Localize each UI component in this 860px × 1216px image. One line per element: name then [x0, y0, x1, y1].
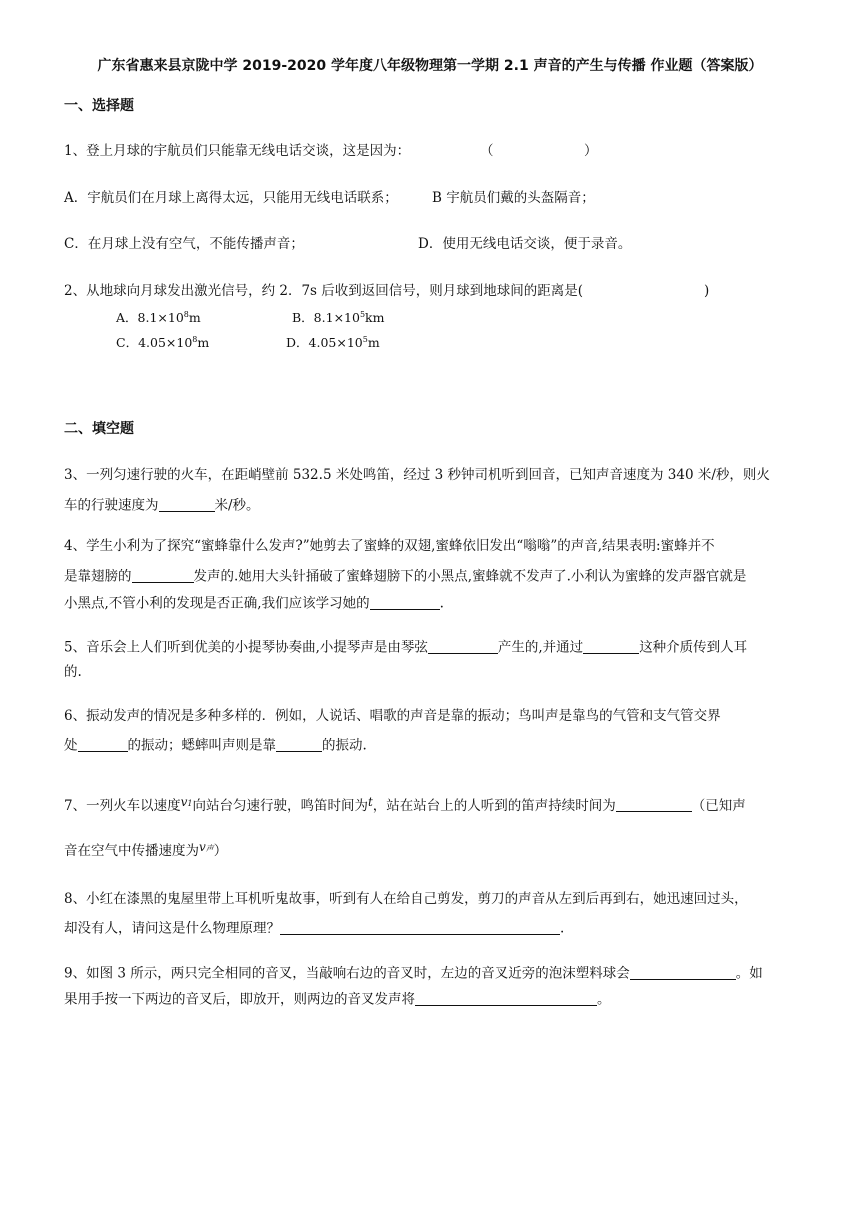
q1-option-c: C．在月球上没有空气，不能传播声音； — [64, 236, 304, 252]
q2-option-d: D．$4.05\times 10^5m$ — [286, 335, 380, 350]
q1-option-b: B 宇航员们戴的头盔隔音； — [432, 190, 595, 206]
q5-answer-blank-2 — [583, 639, 639, 654]
q2-option-c: C．$4.05\times 10^8m$ — [116, 335, 210, 350]
q5-line1: 5、音乐会上人们听到优美的小提琴协奏曲,小提琴声是由琴弦 产生的,并通过 这种介质传到人耳 — [64, 639, 748, 656]
q1-stem: 1、登上月球的宇航员们只能靠无线电话交谈，这是因为： — [64, 143, 411, 159]
q4-answer-blank-1 — [132, 568, 194, 583]
page-title: 广东省惠来县京陇中学 2019-2020 学年度八年级物理第一学期 2.1 声音的产生与传播 作业题（答案版） — [97, 58, 763, 74]
q8-line2: 却没有人，请问这是什么物理原理？ . — [64, 920, 565, 937]
q4-line2: 是靠翅膀的 发声的.她用大头针捅破了蜜蜂翅膀下的小黑点,蜜蜂就不发声了.小利认为蜜蜂的发声器官就是 — [64, 568, 747, 585]
q2-option-b: B．$8.1\times 10^5km$ — [292, 310, 385, 325]
q1-paren-open: （ — [480, 143, 494, 159]
q7-line2: 音在空气中传播速度为v声） — [64, 840, 228, 859]
q3-line1: 3、一列匀速行驶的火车，在距峭壁前 532.5 米处鸣笛，经过 3 秒钟司机听到回音，已知声音速度为 340 米/秒，则火 — [64, 467, 770, 483]
q4-line3: 小黑点,不管小利的发现是否正确,我们应该学习她的 . — [64, 595, 444, 612]
q3-answer-blank — [159, 497, 215, 512]
q6-line2: 处 的振动；蟋蟀叫声则是靠 的振动. — [64, 737, 367, 754]
q5-line2: 的. — [64, 664, 82, 680]
q6-answer-blank-1 — [78, 737, 128, 752]
q6-line1: 6、振动发声的情况是多种多样的．例如，人说话、唱歌的声音是靠的振动；鸟叫声是靠鸟的气管和支气管交界 — [64, 708, 721, 724]
q8-answer-blank — [280, 920, 560, 935]
q9-line2: 果用手按一下两边的音叉后，即放开，则两边的音叉发声将 。 — [64, 991, 611, 1008]
q2-paren-close: ) — [704, 283, 710, 299]
q5-answer-blank-1 — [428, 639, 498, 654]
q1-option-a: A．宇航员们在月球上离得太远，只能用无线电话联系； — [64, 190, 398, 206]
q1-option-d: D．使用无线电话交谈，便于录音。 — [418, 236, 632, 252]
section-heading-fill: 二、填空题 — [64, 421, 134, 437]
q1-paren-close: ） — [584, 143, 598, 159]
q9-answer-blank-2 — [415, 991, 597, 1006]
q4-answer-blank-2 — [370, 595, 440, 610]
q8-line1: 8、小红在漆黑的鬼屋里带上耳机听鬼故事，听到有人在给自己剪发，剪刀的声音从左到后再到右，她迅速回过头， — [64, 891, 748, 907]
q9-answer-blank-1 — [630, 965, 736, 980]
q7-v-sound-symbol: v声 — [199, 840, 214, 854]
q4-line1: 4、学生小利为了探究“蜜蜂靠什么发声?”她剪去了蜜蜂的双翅,蜜蜂依旧发出“嗡嗡”的声音,结果表明:蜜蜂并不 — [64, 538, 715, 554]
q2-option-a: A．$8.1\times 10^8m$ — [116, 310, 201, 325]
q6-answer-blank-2 — [276, 737, 322, 752]
q7-answer-blank — [616, 798, 692, 813]
q2-stem: 2、从地球向月球发出激光信号，约 2．7s 后收到返回信号，则月球到地球间的距离是( — [64, 283, 584, 299]
q7-line1: 7、一列火车以速度v1向站台匀速行驶，鸣笛时间为t，站在站台上的人听到的笛声持续时间为 （已知声 — [64, 795, 746, 814]
q3-line2: 车的行驶速度为 米/秒。 — [64, 497, 260, 514]
q7-v1-symbol: v1 — [180, 795, 193, 809]
q9-line1: 9、如图 3 所示，两只完全相同的音叉，当敲响右边的音叉时，左边的音叉近旁的泡沫塑料球会 。如 — [64, 965, 763, 982]
q7-t-symbol: t — [367, 795, 373, 809]
section-heading-choice: 一、选择题 — [64, 98, 134, 114]
